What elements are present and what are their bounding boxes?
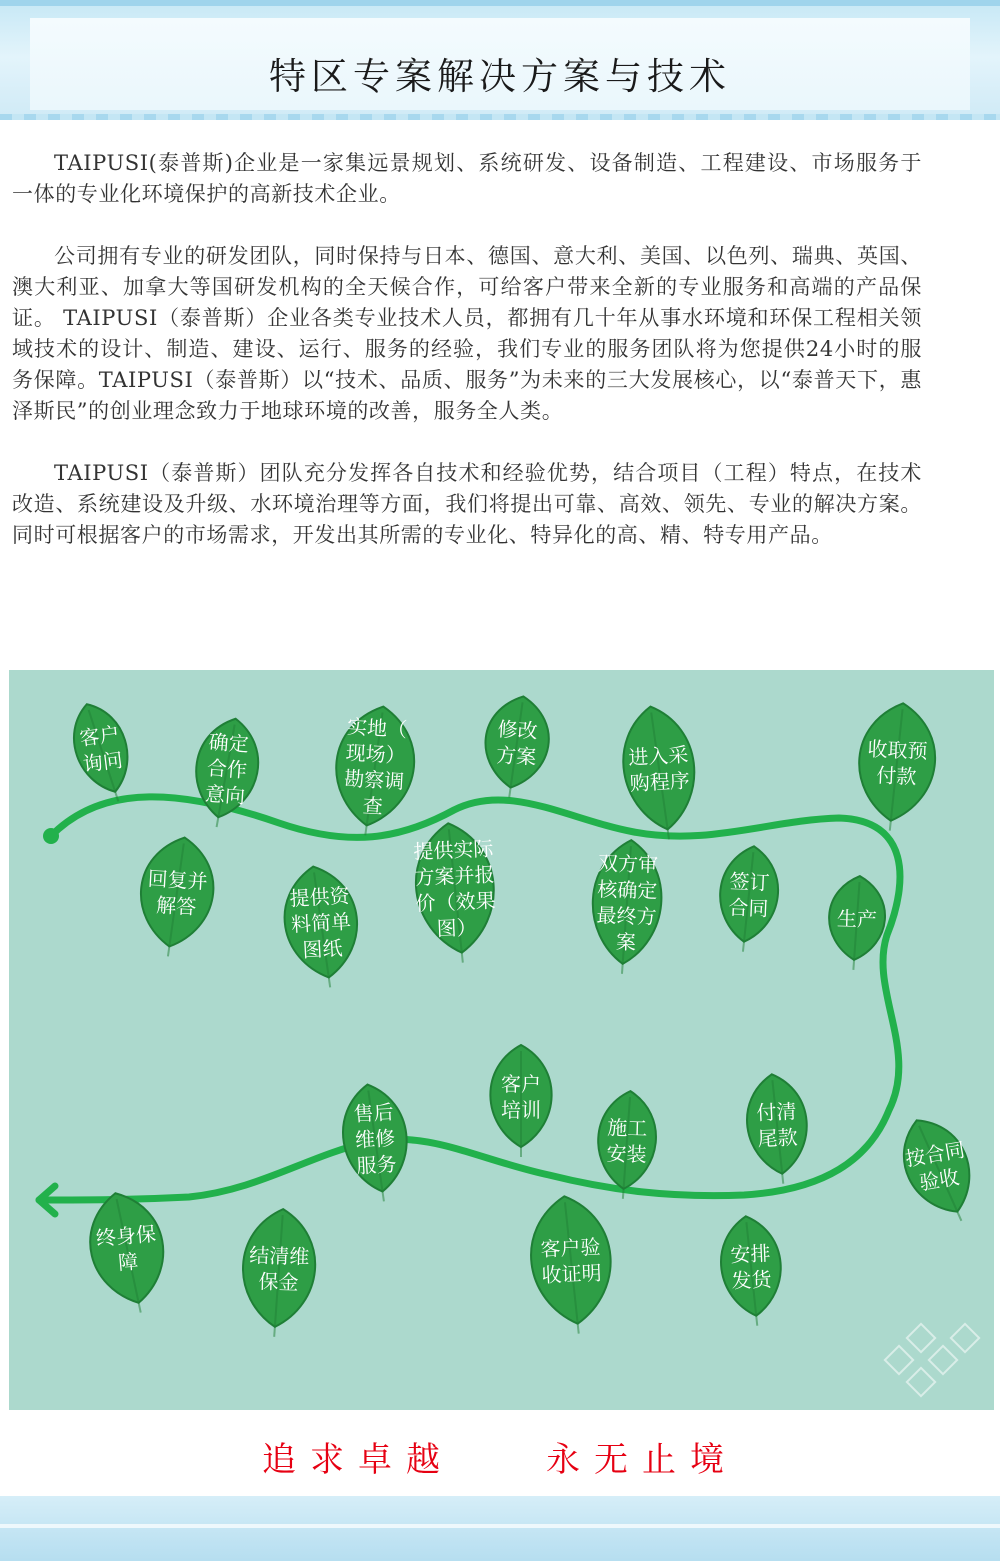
vine-start-dot <box>43 828 59 844</box>
flow-step-leaf <box>852 699 941 834</box>
flow-step-label: 售后维修服务 <box>352 1099 398 1179</box>
flow-step-leaf <box>80 1186 176 1320</box>
diamond-pattern-icon <box>885 1324 979 1396</box>
flow-step-leaf <box>525 1192 618 1338</box>
slogan-left: 追求卓越 <box>262 1440 454 1480</box>
flow-step-leaf <box>716 1213 787 1329</box>
flow-step-label: 按合同验收 <box>903 1137 967 1195</box>
flow-step-label: 生产 <box>836 906 878 932</box>
intro-paragraph: TAIPUSI(泰普斯)企业是一家集远景规划、系统研发、设备制造、工程建设、市场服务于一体的专业化环境保护的高新技术企业。 <box>12 151 922 206</box>
flow-step-leaf <box>742 1071 813 1187</box>
flow-step-label: 双方审核确定最终方案 <box>596 851 659 955</box>
flow-step-leaf <box>238 1207 319 1340</box>
flow-step-leaf <box>132 833 220 962</box>
service-flow-diagram <box>9 670 994 1410</box>
flow-step-label: 终身保障 <box>95 1221 157 1275</box>
flow-step-label: 签订合同 <box>727 869 770 921</box>
flow-step-label: 提供资料简单图纸 <box>288 883 352 963</box>
intro-text <box>12 148 922 582</box>
slogan-right: 永无止境 <box>546 1440 738 1480</box>
intro-paragraph: TAIPUSI（泰普斯）团队充分发挥各自技术和经验优势，结合项目（工程）特点，在技术改造、系统建设及升级、水环境治理等方面，我们将提出可靠、高效、领先、专业的解决方案。同时可根据客户的市场需求，开发出其所需的专业化、特异化的高、精、特专用产品。 <box>12 461 922 547</box>
flow-step-label: 回复并解答 <box>147 866 209 920</box>
intro-paragraph: 公司拥有专业的研发团队，同时保持与日本、德国、意大利、美国、以色列、瑞典、英国、澳大利亚、加拿大等国研发机构的全天候合作，可给客户带来全新的专业服务和高端的产品保证。 TAIPUSI（泰普斯）企业各类专业技术人员，都拥有几十年从事水环境和环保工程相关领域技术的设计、制造、建设、运行、服务的经验，我们专业的服务团队将为您提供24小时的服务保障。TAIPUSI（泰普斯）以“技术、品质、服务”为未来的三大发展核心，以“泰普天下，惠泽斯民”的创业理念致力于地球环境的改善，服务全人类。 <box>12 244 922 423</box>
flow-step-label: 实地（现场）勘察调查 <box>343 714 408 819</box>
flow-step-leaf <box>884 1106 993 1235</box>
flow-step-leaf <box>490 1045 551 1157</box>
flow-step-label: 结清维保金 <box>249 1243 310 1295</box>
footer-band <box>0 1496 1000 1561</box>
flow-step-leaf <box>336 1080 415 1206</box>
flow-step-label: 客户培训 <box>501 1072 541 1122</box>
flow-step-leaf <box>278 862 366 993</box>
flow-step-label: 客户验收证明 <box>540 1234 603 1288</box>
flow-step-label: 付清尾款 <box>756 1099 799 1151</box>
flow-step-leaf <box>405 819 506 967</box>
flow-step-label: 客户询问 <box>78 721 125 777</box>
page-title: 特区专案解决方案与技术 <box>269 55 731 98</box>
flow-step-leaf <box>478 692 555 802</box>
flow-step-leaf <box>714 843 782 954</box>
flow-step-leaf <box>588 838 666 976</box>
service-flow-graphic <box>9 670 994 1410</box>
flow-step-label: 确定合作意向 <box>204 729 250 809</box>
flow-step-label: 收取预付款 <box>867 736 928 789</box>
flow-step-leaf <box>616 702 704 844</box>
flow-step-label: 施工安装 <box>606 1115 648 1167</box>
flow-step-leaf <box>63 696 142 809</box>
flow-step-label: 修改方案 <box>495 716 539 770</box>
flow-step-leaf <box>327 701 422 841</box>
flow-step-label: 提供实际方案并报价（效果图） <box>412 836 497 941</box>
flow-step-leaf <box>826 874 888 972</box>
flow-step-label: 进入采购程序 <box>627 742 691 796</box>
flow-step-label: 安排发货 <box>730 1241 773 1293</box>
